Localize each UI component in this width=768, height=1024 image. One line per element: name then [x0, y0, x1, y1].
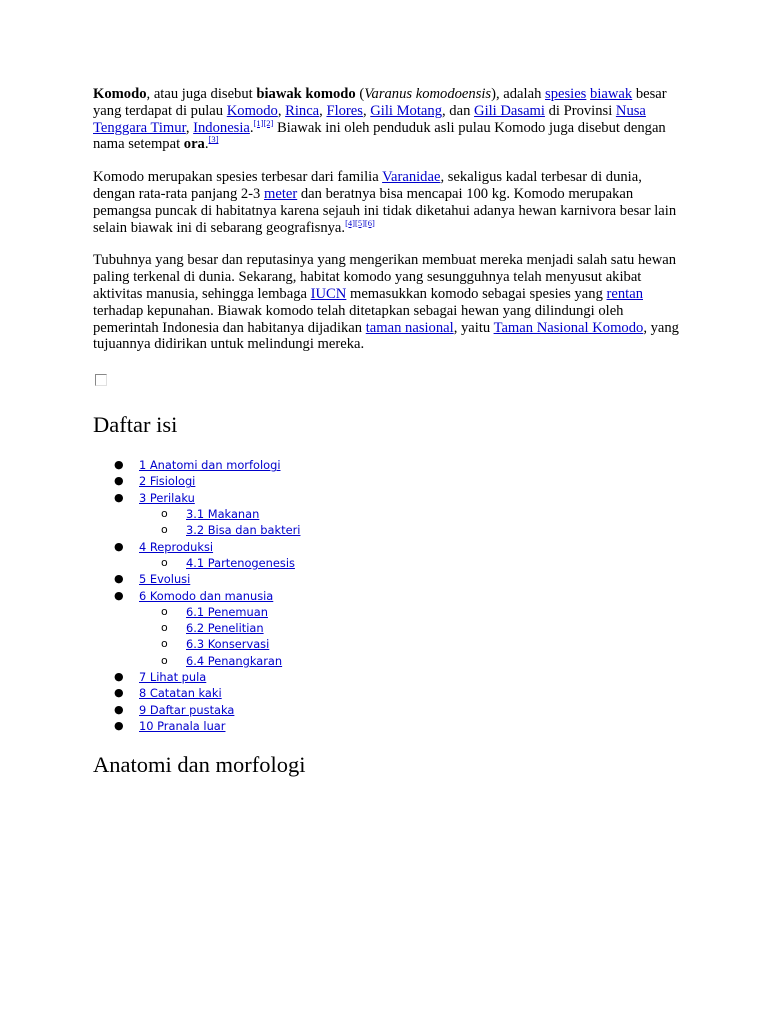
toc-link[interactable]: 4 Reproduksi: [139, 539, 214, 554]
link-komodo[interactable]: Komodo: [226, 102, 278, 119]
text: , yaitu: [453, 319, 494, 336]
toc-item: [93, 685, 683, 701]
section-heading: Anatomi dan morfologi: [93, 752, 306, 778]
toc-link[interactable]: 9 Daftar pustaka: [139, 702, 235, 717]
bullet-icon: ●: [114, 702, 124, 716]
text: memasukkan komodo sebagai spesies yang: [346, 285, 607, 302]
toc-subitem: [93, 620, 683, 636]
link-varanidae[interactable]: Varanidae: [382, 169, 441, 186]
intro-paragraph-2: [93, 169, 683, 236]
broken-image-icon: [95, 374, 107, 386]
circle-bullet-icon: o: [161, 637, 168, 651]
circle-bullet-icon: o: [161, 555, 168, 569]
toc-link[interactable]: 6.4 Penangkaran: [186, 653, 283, 668]
bullet-icon: ●: [114, 572, 124, 586]
link-meter[interactable]: meter: [264, 185, 298, 202]
toc-link[interactable]: 4.1 Partenogenesis: [186, 555, 295, 570]
toc-link[interactable]: 6.2 Penelitian: [186, 621, 264, 636]
toc-link[interactable]: 2 Fisiologi: [139, 474, 196, 489]
toc-link[interactable]: 10 Pranala luar: [139, 718, 226, 733]
toc-link[interactable]: 8 Catatan kaki: [139, 686, 222, 701]
toc-link[interactable]: 5 Evolusi: [139, 572, 191, 587]
scientific-name: Varanus komodoensis: [364, 86, 492, 102]
circle-bullet-icon: o: [161, 604, 168, 618]
bullet-icon: ●: [114, 670, 124, 684]
article: [93, 86, 683, 778]
toc-subitem: [93, 522, 683, 538]
circle-bullet-icon: o: [161, 507, 168, 521]
toc-link[interactable]: 6.1 Penemuan: [186, 604, 268, 619]
bullet-icon: ●: [114, 588, 124, 602]
circle-bullet-icon: o: [161, 621, 168, 635]
text: Biawak ini oleh penduduk asli pulau Komodo juga disebut dengan nama setempat: [93, 119, 666, 153]
text: Komodo merupakan spesies terbesar dari familia: [93, 169, 383, 186]
link-rentan[interactable]: rentan: [606, 285, 643, 302]
bullet-icon: ●: [114, 490, 124, 504]
term-ora: ora: [183, 136, 205, 153]
toc-subitem: [93, 653, 683, 669]
bullet-icon: ●: [114, 458, 124, 472]
link-gili-dasami[interactable]: Gili Dasami: [474, 102, 545, 119]
bullet-icon: ●: [114, 474, 124, 488]
toc-item: [93, 718, 683, 734]
intro-paragraph-1: Komodo, atau juga disebut biawak komodo (Varanus komodoensis), adalah spesies biawak besar yang terdapat di pulau Komodo, Rinca, Flores, Gili Motang, dan Gili Dasami di Provinsi Nusa Tenggara Timur, Indonesia.[1][2] Biawak ini oleh penduduk asli pulau Komodo juga disebut dengan nama setempat ora.[3]: [93, 86, 667, 153]
toc-item: [93, 571, 683, 587]
term-biawak-komodo: biawak komodo: [256, 86, 356, 102]
link-biawak[interactable]: biawak: [590, 86, 633, 102]
bullet-icon: ●: [114, 539, 124, 553]
bullet-icon: ●: [114, 686, 124, 700]
intro-paragraph-3: [93, 252, 683, 353]
text: , sekaligus kadal terbesar di dunia, dengan rata-rata panjang 2-3: [93, 169, 642, 202]
text: Tubuhnya yang besar dan reputasinya yang mengerikan membuat mereka menjadi salah satu hewan paling terkenal di dunia. Sekarang, habitat komodo yang sesungguhnya telah menyusut akibat aktivitas manusia, sehingga lembaga: [93, 252, 677, 302]
toc-subitem: [93, 604, 683, 620]
link-iucn[interactable]: IUCN: [310, 285, 347, 302]
toc-subitem: [93, 506, 683, 522]
text: besar yang terdapat di pulau: [93, 86, 667, 119]
text: terhadap kepunahan. Biawak komodo telah ditetapkan sebagai hewan yang dilindungi oleh pemerintah Indonesia dan habitanya dijadikan: [93, 302, 624, 336]
link-taman-nasional-komodo[interactable]: Taman Nasional Komodo: [493, 319, 644, 336]
table-of-contents: [93, 457, 683, 734]
toc-item: [93, 588, 683, 604]
toc-item: [93, 490, 683, 506]
toc-link[interactable]: 3.1 Makanan: [186, 507, 260, 522]
text: di Provinsi: [544, 102, 616, 119]
link-taman-nasional[interactable]: taman nasional: [365, 319, 454, 336]
toc-link[interactable]: 3.2 Bisa dan bakteri: [186, 523, 301, 538]
text: , atau juga disebut: [146, 86, 257, 102]
citation-link[interactable]: [1][2]: [253, 117, 274, 128]
link-nusa-tenggara-timur[interactable]: Nusa Tenggara Timur: [93, 102, 646, 136]
toc-item: [93, 457, 683, 473]
link-gili-motang[interactable]: Gili Motang: [370, 102, 442, 119]
link-indonesia[interactable]: Indonesia: [193, 119, 250, 136]
text: ), adalah: [491, 86, 546, 102]
toc-link[interactable]: 1 Anatomi dan morfologi: [139, 458, 281, 473]
toc-link[interactable]: 7 Lihat pula: [139, 670, 207, 685]
text: , yang tujuannya didirikan untuk melindungi mereka.: [93, 319, 679, 353]
toc-item: [93, 539, 683, 555]
link-spesies[interactable]: spesies: [545, 86, 587, 102]
toc-heading: Daftar isi: [93, 412, 178, 438]
term-komodo: Komodo: [93, 86, 147, 102]
citation-link[interactable]: [4][5][6]: [345, 217, 375, 228]
link-flores[interactable]: Flores: [326, 102, 363, 119]
toc-link[interactable]: 6 Komodo dan manusia: [139, 588, 274, 603]
toc-item: [93, 669, 683, 685]
toc-subitem: [93, 636, 683, 652]
circle-bullet-icon: o: [161, 523, 168, 537]
text: , dan: [442, 102, 475, 119]
text: dan beratnya bisa mencapai 100 kg. Komodo merupakan pemangsa puncak di habitatnya karena sejauh ini tidak diketahui adanya hewan karnivora besar lain selain biawak ini di sebarang geografisnya.: [93, 185, 677, 236]
toc-link[interactable]: 6.3 Konservasi: [186, 637, 270, 652]
citation-link[interactable]: [3]: [208, 134, 219, 145]
toc-link[interactable]: 3 Perilaku: [139, 490, 195, 505]
toc-item: [93, 473, 683, 489]
toc-item: [93, 702, 683, 718]
text: (: [355, 86, 365, 102]
link-rinca[interactable]: Rinca: [285, 102, 320, 119]
bullet-icon: ●: [114, 718, 124, 732]
circle-bullet-icon: o: [161, 653, 168, 667]
toc-subitem: [93, 555, 683, 571]
